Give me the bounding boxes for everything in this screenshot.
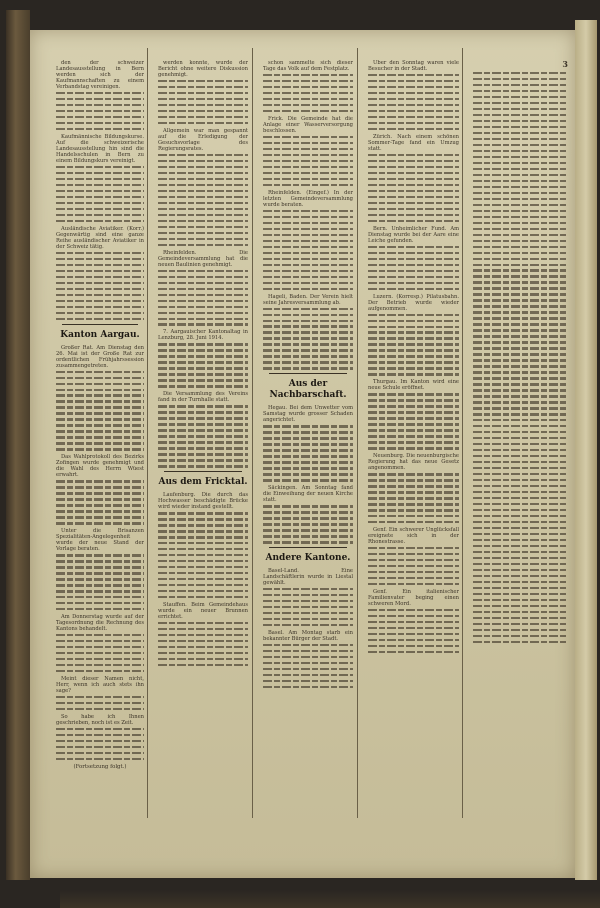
article-paragraph: Luzern. (Korresp.) Pilatusbahn. Der Betrieb wurde wieder aufgenommen. — [368, 293, 459, 312]
page-stain — [60, 890, 600, 908]
column-4 — [368, 60, 459, 840]
article-paragraph: Zürich. Nach einem schönen Sommer-Tage fand ein Umzug statt. — [368, 133, 459, 152]
article-paragraph: Basel-Land. Eine Landschäftlerin wurde in Liestal gewählt. — [263, 568, 353, 587]
article-paragraph: Über den Sonntag waren viele Besucher in der Stadt. — [368, 60, 459, 72]
page-number: 3 — [562, 60, 568, 69]
section-title: Aus dem Fricktal. — [158, 477, 248, 488]
column-rule — [252, 48, 253, 818]
article-paragraph: Kaufmännische Bildungskurse. Auf die schweizerische Landesausstellung hin sind die Handelsschulen in Bern zu einem Bildungskurs vereinigt. — [56, 133, 144, 164]
article-paragraph: Rheinfelden. Die Gemeindeversammlung hat die neuen Baulinien genehmigt. — [158, 249, 248, 268]
section-title: Aus der Nachbarschaft. — [269, 379, 347, 401]
article-paragraph: Unter die Brisanzen Spezialitäten-Angelegenheit wurde der neue Stand der Vorlage beraten. — [56, 528, 144, 553]
article-paragraph: Allgemein war man gespannt auf die Erledigung der Gesuchsvorlage des Regierungsrates. — [158, 127, 248, 152]
section-title: Kanton Aargau. — [60, 329, 140, 340]
article-paragraph: Meint dieser Namen nicht, Herr, wenn ich auch stets ihn sage? — [56, 675, 144, 694]
article-paragraph: Rheinfelden. (Eingef.) In der letzten Gemeindeversammlung wurde beraten. — [263, 189, 353, 208]
article-paragraph: Genf. Ein schwerer Unglücksfall ereignete sich in der Rhonestrasse. — [368, 527, 459, 546]
article-paragraph: Bern. Unheimlicher Fund. Am Dienstag wurde bei der Aare eine Leiche gefunden. — [368, 225, 459, 244]
column-rule — [147, 48, 148, 818]
article-paragraph: schon sammelte sich dieser Tage das Volk auf dem Festplatz. — [263, 60, 353, 72]
article-paragraph: Stauffen. Beim Gemeindehaus wurde ein neuer Brunnen errichtet. — [158, 601, 248, 620]
book-binding — [6, 10, 30, 880]
continuation-note: (Fortsetzung folgt.) — [73, 763, 127, 770]
article-paragraph: 7. Aargauischer Kantonaltag in Lenzburg, 28. Juni 1914. — [158, 329, 248, 342]
article-paragraph: So habe ich Ihnen geschrieben, noch ist es Zeit. — [56, 713, 144, 726]
article-paragraph: Hageli, Baden. Der Verein hielt seine Jahresversammlung ab. — [263, 293, 353, 306]
article-paragraph: Laufenburg. Die durch das Hochwasser beschädigte Brücke wird wieder instand gestellt. — [158, 492, 248, 511]
article-paragraph: Am Donnerstag wurde auf der Tagesordnung die Rechnung des Kantons behandelt. — [56, 614, 144, 633]
article-paragraph: werden konnte, wurde der Bericht ohne weitere Diskussion genehmigt. — [158, 60, 248, 78]
newspaper-page — [30, 30, 575, 878]
article-paragraph: Neuenburg. Die neuenburgische Regierung hat das neue Gesetz angenommen. — [368, 453, 459, 472]
article-paragraph: Frick. Die Gemeinde hat die Anlage einer Wasserversorgung beschlossen. — [263, 115, 353, 134]
article-paragraph: Das Wahlprotokoll des Bezirks Zofingen wurde genehmigt und die Wahl des Herrn Wüest erwahrt. — [56, 454, 144, 479]
article-paragraph: Die Versammlung des Vereins fand in der Turnhalle statt. — [158, 391, 248, 404]
article-paragraph: Hegau. Bei dem Unwetter vom Samstag wurde grosser Schaden angerichtet. — [263, 405, 353, 424]
column-3 — [263, 60, 353, 840]
column-rule — [357, 48, 358, 818]
page-edge-right — [575, 20, 597, 880]
column-5-partial — [473, 60, 568, 840]
article-paragraph: den der schweizer Landesausstellung in Bern werden sich der Kaufmannschaften zu einem Verbandstag vereinigen. — [56, 60, 144, 90]
column-2 — [158, 60, 248, 840]
article-paragraph: Thurgau. Im Kanton wird eine neue Schule eröffnet. — [368, 379, 459, 392]
section-title: Andere Kantone. — [265, 553, 351, 564]
article-paragraph: Säckingen. Am Sonntag fand die Einweihung der neuen Kirche statt. — [263, 485, 353, 504]
column-rule — [462, 48, 463, 818]
article-paragraph: Großer Rat. Am Dienstag den 26. Mai ist der Große Rat zur ordentlichen Frühjahrssession zusammengetreten. — [56, 344, 144, 369]
column-1 — [56, 60, 144, 840]
article-paragraph: Basel. Am Montag starb ein bekannter Bürger der Stadt. — [263, 629, 353, 642]
article-paragraph: Ausländische Aviatiker. (Korr.) Gegenwärtig sind eine ganze Reihe ausländischer Aviatiker in der Schweiz tätig. — [56, 225, 144, 250]
article-paragraph: Genf. Ein italienischer Familienvater beging einen schweren Mord. — [368, 588, 459, 607]
